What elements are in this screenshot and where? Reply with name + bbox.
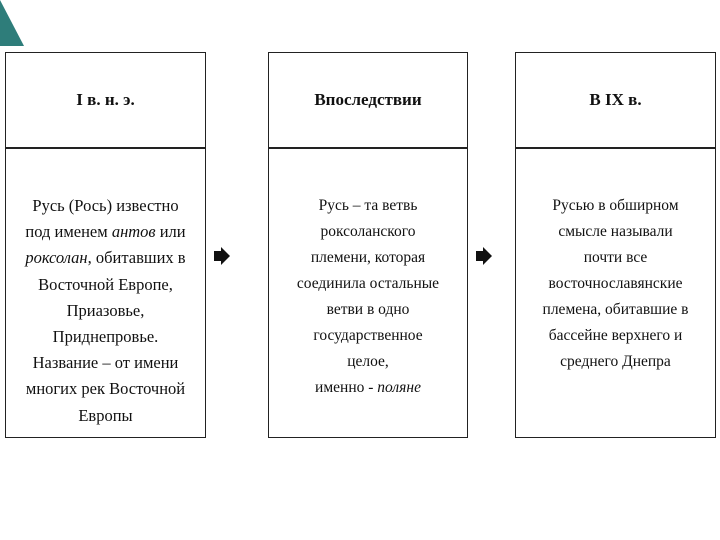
text-line <box>275 297 461 323</box>
text-line <box>12 376 199 402</box>
period-box-1 <box>5 52 206 438</box>
corner-accent-triangle <box>0 0 24 46</box>
text-segment: многих рек Восточной <box>25 379 186 399</box>
text-segment: Восточной Европе, <box>38 274 173 294</box>
period-heading-1: I в. н. э. <box>6 53 205 149</box>
text-segment: именно - <box>315 379 378 396</box>
text-segment: Приднепровье. <box>52 327 159 347</box>
text-line <box>12 272 199 298</box>
text-segment: государственное <box>313 327 423 344</box>
text-line <box>522 297 709 323</box>
text-segment: восточнославянские <box>548 275 683 292</box>
text-segment: Русью в обширном <box>552 197 679 214</box>
text-line <box>522 219 709 245</box>
text-segment: среднего Днепра <box>560 353 671 370</box>
text-line <box>275 193 461 219</box>
period-box-3 <box>515 52 716 438</box>
period-heading-3: В IX в. <box>516 53 715 149</box>
text-segment: или <box>155 222 186 242</box>
text-segment: под именем <box>25 222 112 242</box>
text-line <box>12 403 199 429</box>
arrow-right-icon <box>212 245 232 267</box>
arrow-shape <box>476 247 492 265</box>
italic-term: антов <box>111 222 156 242</box>
text-segment: племена, обитавшие в <box>542 301 689 318</box>
text-line <box>12 245 199 271</box>
arrow-right-icon <box>474 245 494 267</box>
period-text-3 <box>516 149 715 375</box>
text-segment: бассейне верхнего и <box>548 327 683 344</box>
text-line <box>522 271 709 297</box>
text-line <box>522 245 709 271</box>
text-line <box>275 375 461 401</box>
text-line <box>275 323 461 349</box>
text-segment: соединила остальные <box>296 275 440 292</box>
italic-term: поляне <box>377 379 421 396</box>
text-line <box>275 271 461 297</box>
text-segment: роксоланского <box>320 223 416 240</box>
text-segment: племени, которая <box>310 249 426 266</box>
text-segment: Русь – та ветвь <box>318 197 418 214</box>
text-segment: Европы <box>78 405 133 425</box>
text-segment: Русь (Рось) известно <box>32 196 179 215</box>
text-line <box>12 219 199 245</box>
text-line <box>275 245 461 271</box>
text-segment: ветви в одно <box>326 301 410 318</box>
text-line <box>522 349 709 375</box>
text-line <box>522 193 709 219</box>
text-line <box>275 349 461 375</box>
text-segment: Приазовье, <box>66 300 145 320</box>
text-line <box>12 193 199 219</box>
text-segment: смысле называли <box>558 223 673 240</box>
text-line <box>275 219 461 245</box>
period-box-2 <box>268 52 468 438</box>
text-segment: Название – от имени <box>32 353 179 373</box>
arrow-shape <box>214 247 230 265</box>
period-heading-2: Впоследствии <box>269 53 467 149</box>
text-line <box>12 324 199 350</box>
text-segment: почти все <box>583 249 648 266</box>
corner-triangle-shape <box>0 0 24 46</box>
period-text-1 <box>6 149 205 429</box>
text-line <box>522 323 709 349</box>
period-text-2 <box>269 149 467 401</box>
text-segment: целое, <box>347 353 389 370</box>
italic-term: роксолан <box>25 248 88 268</box>
text-line <box>12 298 199 324</box>
text-line <box>12 350 199 376</box>
text-segment: , обитавших в <box>87 248 186 268</box>
